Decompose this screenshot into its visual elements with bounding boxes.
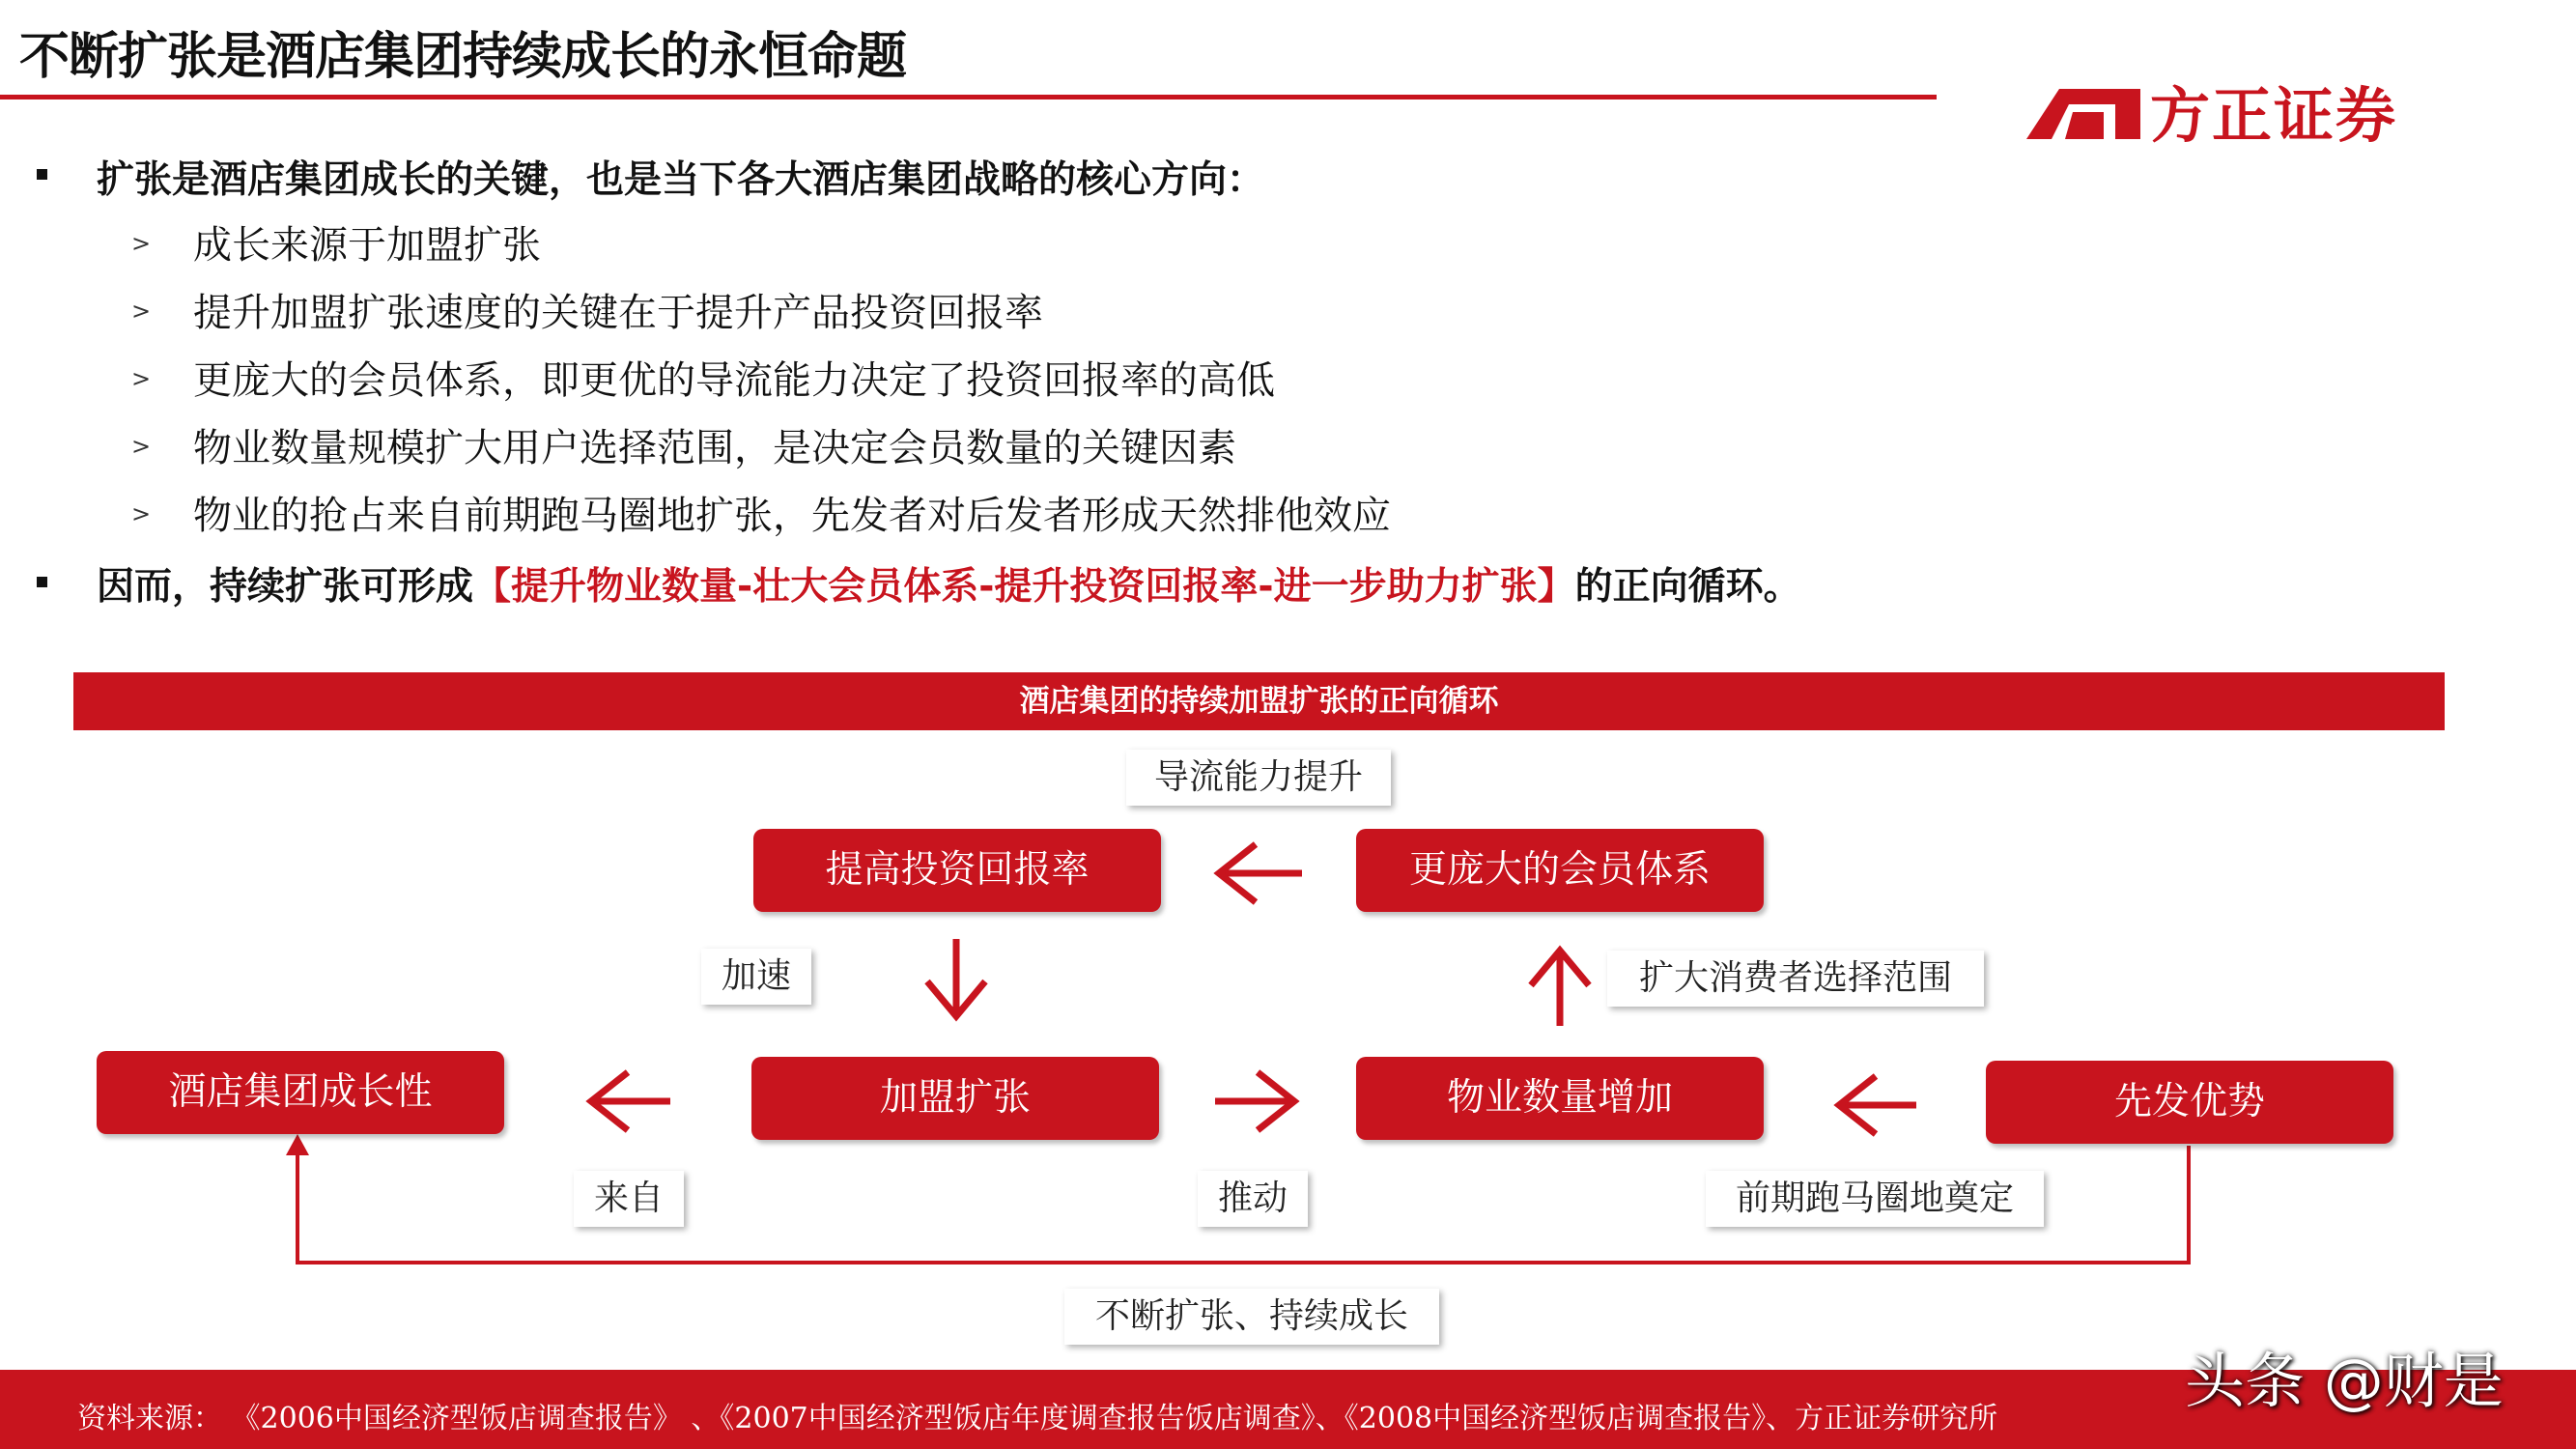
- roi-box: 提高投资回报率: [753, 829, 1161, 912]
- arrow-left-icon: [1839, 1076, 1916, 1134]
- main-point-2-suffix: 的正向循环。: [1574, 565, 1801, 609]
- first-mover-box: 先发优势: [1986, 1061, 2393, 1144]
- logo-name: 方正证券: [2150, 80, 2398, 151]
- arrow-up-icon: [1531, 951, 1589, 1026]
- watermark: 头条 @财是: [2185, 1346, 2504, 1416]
- sub-point: 物业数量规模扩大用户选择范围，是决定会员数量的关键因素: [193, 426, 1236, 470]
- growth-box: 酒店集团成长性: [97, 1051, 504, 1134]
- sub-point: 提升加盟扩张速度的关键在于提升产品投资回报率: [193, 291, 1043, 335]
- label-continuous: 不断扩张、持续成长: [1064, 1289, 1439, 1345]
- arrow-down-icon: [927, 939, 985, 1016]
- label-accelerate: 加速: [701, 949, 811, 1005]
- label-expand-choice: 扩大消费者选择范围: [1607, 951, 1984, 1007]
- sub-point: 成长来源于加盟扩张: [193, 223, 541, 268]
- main-point-2-highlight: 【提升物业数量-壮大会员体系-提升投资回报率-进一步助力扩张】: [473, 565, 1575, 609]
- sub-point: 更庞大的会员体系，即更优的导流能力决定了投资回报率的高低: [193, 358, 1275, 403]
- sub-bullet-arrow-icon: >: [131, 230, 152, 257]
- arrow-left-icon: [591, 1072, 670, 1130]
- sub-bullet-arrow-icon: >: [131, 365, 152, 392]
- sub-point: 物业的抢占来自前期跑马圈地扩张，先发者对后发者形成天然排他效应: [193, 494, 1391, 538]
- franchise-box: 加盟扩张: [751, 1057, 1159, 1140]
- membership-box: 更庞大的会员体系: [1356, 829, 1764, 912]
- source-note: 资料来源： 《2006中国经济型饭店调查报告》 、《2007中国经济型饭店年度调查报告饭店调查》、《2008中国经济型饭店调查报告》、方正证券研究所: [77, 1402, 1998, 1435]
- label-traffic: 导流能力提升: [1126, 750, 1391, 806]
- arrow-right-icon: [1215, 1072, 1294, 1130]
- diagram-header: 酒店集团的持续加盟扩张的正向循环: [73, 672, 2445, 730]
- sub-bullet-arrow-icon: >: [131, 500, 152, 527]
- sub-bullet-arrow-icon: >: [131, 298, 152, 325]
- label-early-land: 前期跑马圈地奠定: [1706, 1171, 2044, 1227]
- property-box: 物业数量增加: [1356, 1057, 1764, 1140]
- label-drive: 推动: [1198, 1171, 1308, 1227]
- arrow-left-icon: [1219, 844, 1302, 902]
- label-from: 来自: [574, 1171, 684, 1227]
- sub-bullet-arrow-icon: >: [131, 433, 152, 460]
- main-point-1: 扩张是酒店集团成长的关键，也是当下各大酒店集团战略的核心方向：: [97, 158, 1265, 202]
- main-point-2-prefix: 因而，持续扩张可形成: [97, 565, 474, 609]
- page-title: 不断扩张是酒店集团持续成长的永恒命题: [19, 28, 907, 86]
